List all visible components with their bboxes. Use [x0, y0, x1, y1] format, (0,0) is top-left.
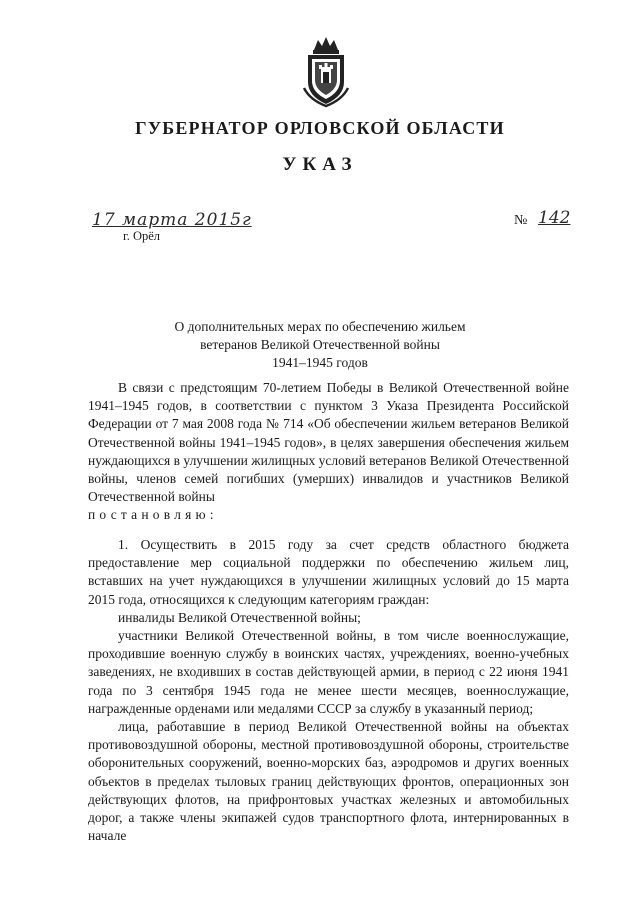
- category-defense-workers: лица, работавшие в период Великой Отечественной войны на объектах противовоздушной обороны, местной противовоздушной обороны, строительстве оборонительных сооружений, военно-морских баз, аэродромов и других военных объектов в пределах тыловых границ действующих фронтов, операционных зон действующих флотов, на прифронтовых участках железных и автомобильных дорог, а также члены экипажей судов транспортного флота, интернированных в начале: [88, 719, 569, 844]
- preamble-text: В связи с предстоящим 70-летием Победы в Великой Отечественной войне 1941–1945 годов, в соответствии с пунктом 3 Указа Президента Российской Федерации от 7 мая 2008 года № 714 «Об обеспечении жильем ветеранов Великой Отечественной войны 1941–1945 годов», в целях завершения обеспечения жильем нуждающихся в улучшении жилищных условий ветеранов Великой Отечественной войны, членов семей погибших (умерших) инвалидов и участников Великой Отечественной войны: [88, 380, 569, 505]
- decree-clauses: [88, 536, 569, 845]
- clause-1: 1. Осуществить в 2015 году за счет средств областного бюджета предоставление мер социальной поддержки по обеспечению жильем лиц, вставших на учет нуждающихся в улучшении жилищных условий до 15 марта 2015 года, относящихся к следующим категориям граждан:: [88, 537, 569, 607]
- issuing-authority: ГУБЕРНАТОР ОРЛОВСКОЙ ОБЛАСТИ: [135, 118, 505, 138]
- category-disabled-veterans: инвалиды Великой Отечественной войны;: [118, 609, 361, 625]
- handwritten-date: 17 марта 2015г: [92, 210, 252, 230]
- document-type: УКАЗ: [282, 154, 358, 175]
- preamble: [88, 379, 569, 525]
- oryol-oblast-coat-of-arms: [300, 34, 352, 108]
- decree-word: постановляю:: [88, 507, 218, 523]
- decree-title: [0, 318, 640, 372]
- decree-number-label: №: [514, 213, 528, 228]
- handwritten-decree-number: 142: [538, 208, 571, 228]
- city-of-issue: г. Орёл: [123, 229, 161, 243]
- category-war-participants: участники Великой Отечественной войны, в том числе военнослужащие, проходившие военную службу в воинских частях, учреждениях, военно-учебных заведениях, не входивших в состав действующей армии, в период с 22 июня 1941 года по 3 сентября 1945 года не менее шести месяцев, военнослужащие, награжденные орденами или медалями СССР за службу в указанный период;: [88, 628, 569, 716]
- title-line: О дополнительных мерах по обеспечению жильем: [174, 319, 466, 334]
- title-line: 1941–1945 годов: [272, 355, 368, 370]
- title-line: ветеранов Великой Отечественной войны: [200, 337, 440, 352]
